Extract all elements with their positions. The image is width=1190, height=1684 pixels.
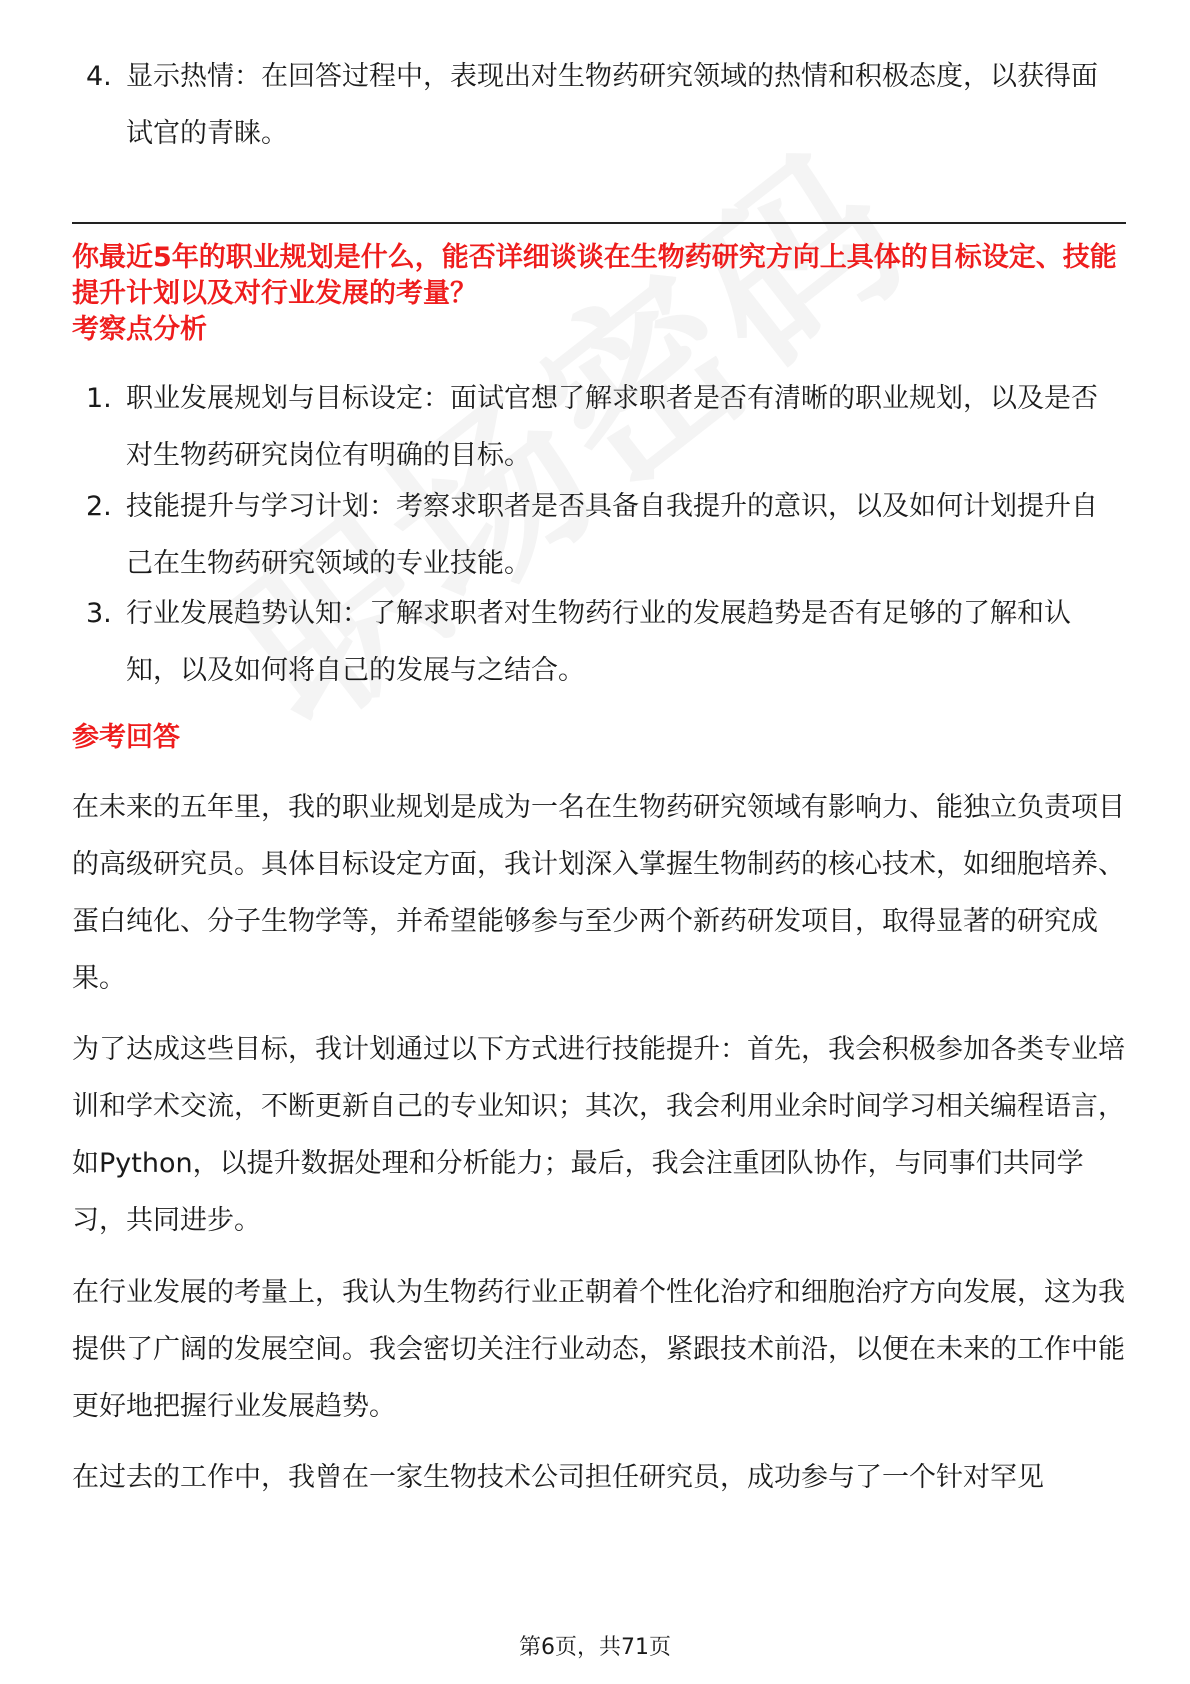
list-number: 1. [86, 383, 112, 414]
answer-heading: 参考回答 [72, 722, 180, 753]
list-text: 行业发展趋势认知：了解求职者对生物药行业的发展趋势是否有足够的了解和认知，以及如何将自己的发展与之结合。 [126, 598, 1071, 686]
answer-paragraph: 在未来的五年里，我的职业规划是成为一名在生物药研究领域有影响力、能独立负责项目的高级研究员。具体目标设定方面，我计划深入掌握生物制药的核心技术，如细胞培养、蛋白纯化、分子生物学等，并希望能够参与至少两个新药研发项目，取得显著的研究成果。 [72, 792, 1125, 994]
list-number: 2. [86, 491, 112, 522]
list-text: 职业发展规划与目标设定：面试官想了解求职者是否有清晰的职业规划，以及是否对生物药研究岗位有明确的目标。 [126, 383, 1098, 471]
list-item [72, 48, 1106, 162]
divider [72, 222, 1126, 224]
answer-paragraph: 在行业发展的考量上，我认为生物药行业正朝着个性化治疗和细胞治疗方向发展，这为我提供了广阔的发展空间。我会密切关注行业动态，紧跟技术前沿，以便在未来的工作中能更好地把握行业发展趋势。 [72, 1277, 1125, 1422]
answer-paragraph: 为了达成这些目标，我计划通过以下方式进行技能提升：首先，我会积极参加各类专业培训和学术交流，不断更新自己的专业知识；其次，我会利用业余时间学习相关编程语言，如Python，以提升数据处理和分析能力；最后，我会注重团队协作，与同事们共同学习，共同进步。 [72, 1034, 1125, 1236]
list-number: 3. [86, 598, 112, 629]
list-item [72, 478, 1106, 592]
analysis-heading: 考察点分析 [72, 314, 207, 345]
list-text: 技能提升与学习计划：考察求职者是否具备自我提升的意识，以及如何计划提升自己在生物药研究领域的专业技能。 [126, 491, 1098, 579]
page-footer: 第6页，共71页 [519, 1635, 671, 1660]
question-heading: 你最近5年的职业规划是什么，能否详细谈谈在生物药研究方向上具体的目标设定、技能提升计划以及对行业发展的考量？ [72, 242, 1117, 309]
list-text: 显示热情：在回答过程中，表现出对生物药研究领域的热情和积极态度，以获得面试官的青睐。 [126, 61, 1098, 149]
list-number: 4. [86, 61, 112, 92]
answer-paragraph: 在过去的工作中，我曾在一家生物技术公司担任研究员，成功参与了一个针对罕见 [72, 1462, 1044, 1493]
list-item [72, 585, 1106, 699]
list-item [72, 370, 1106, 484]
